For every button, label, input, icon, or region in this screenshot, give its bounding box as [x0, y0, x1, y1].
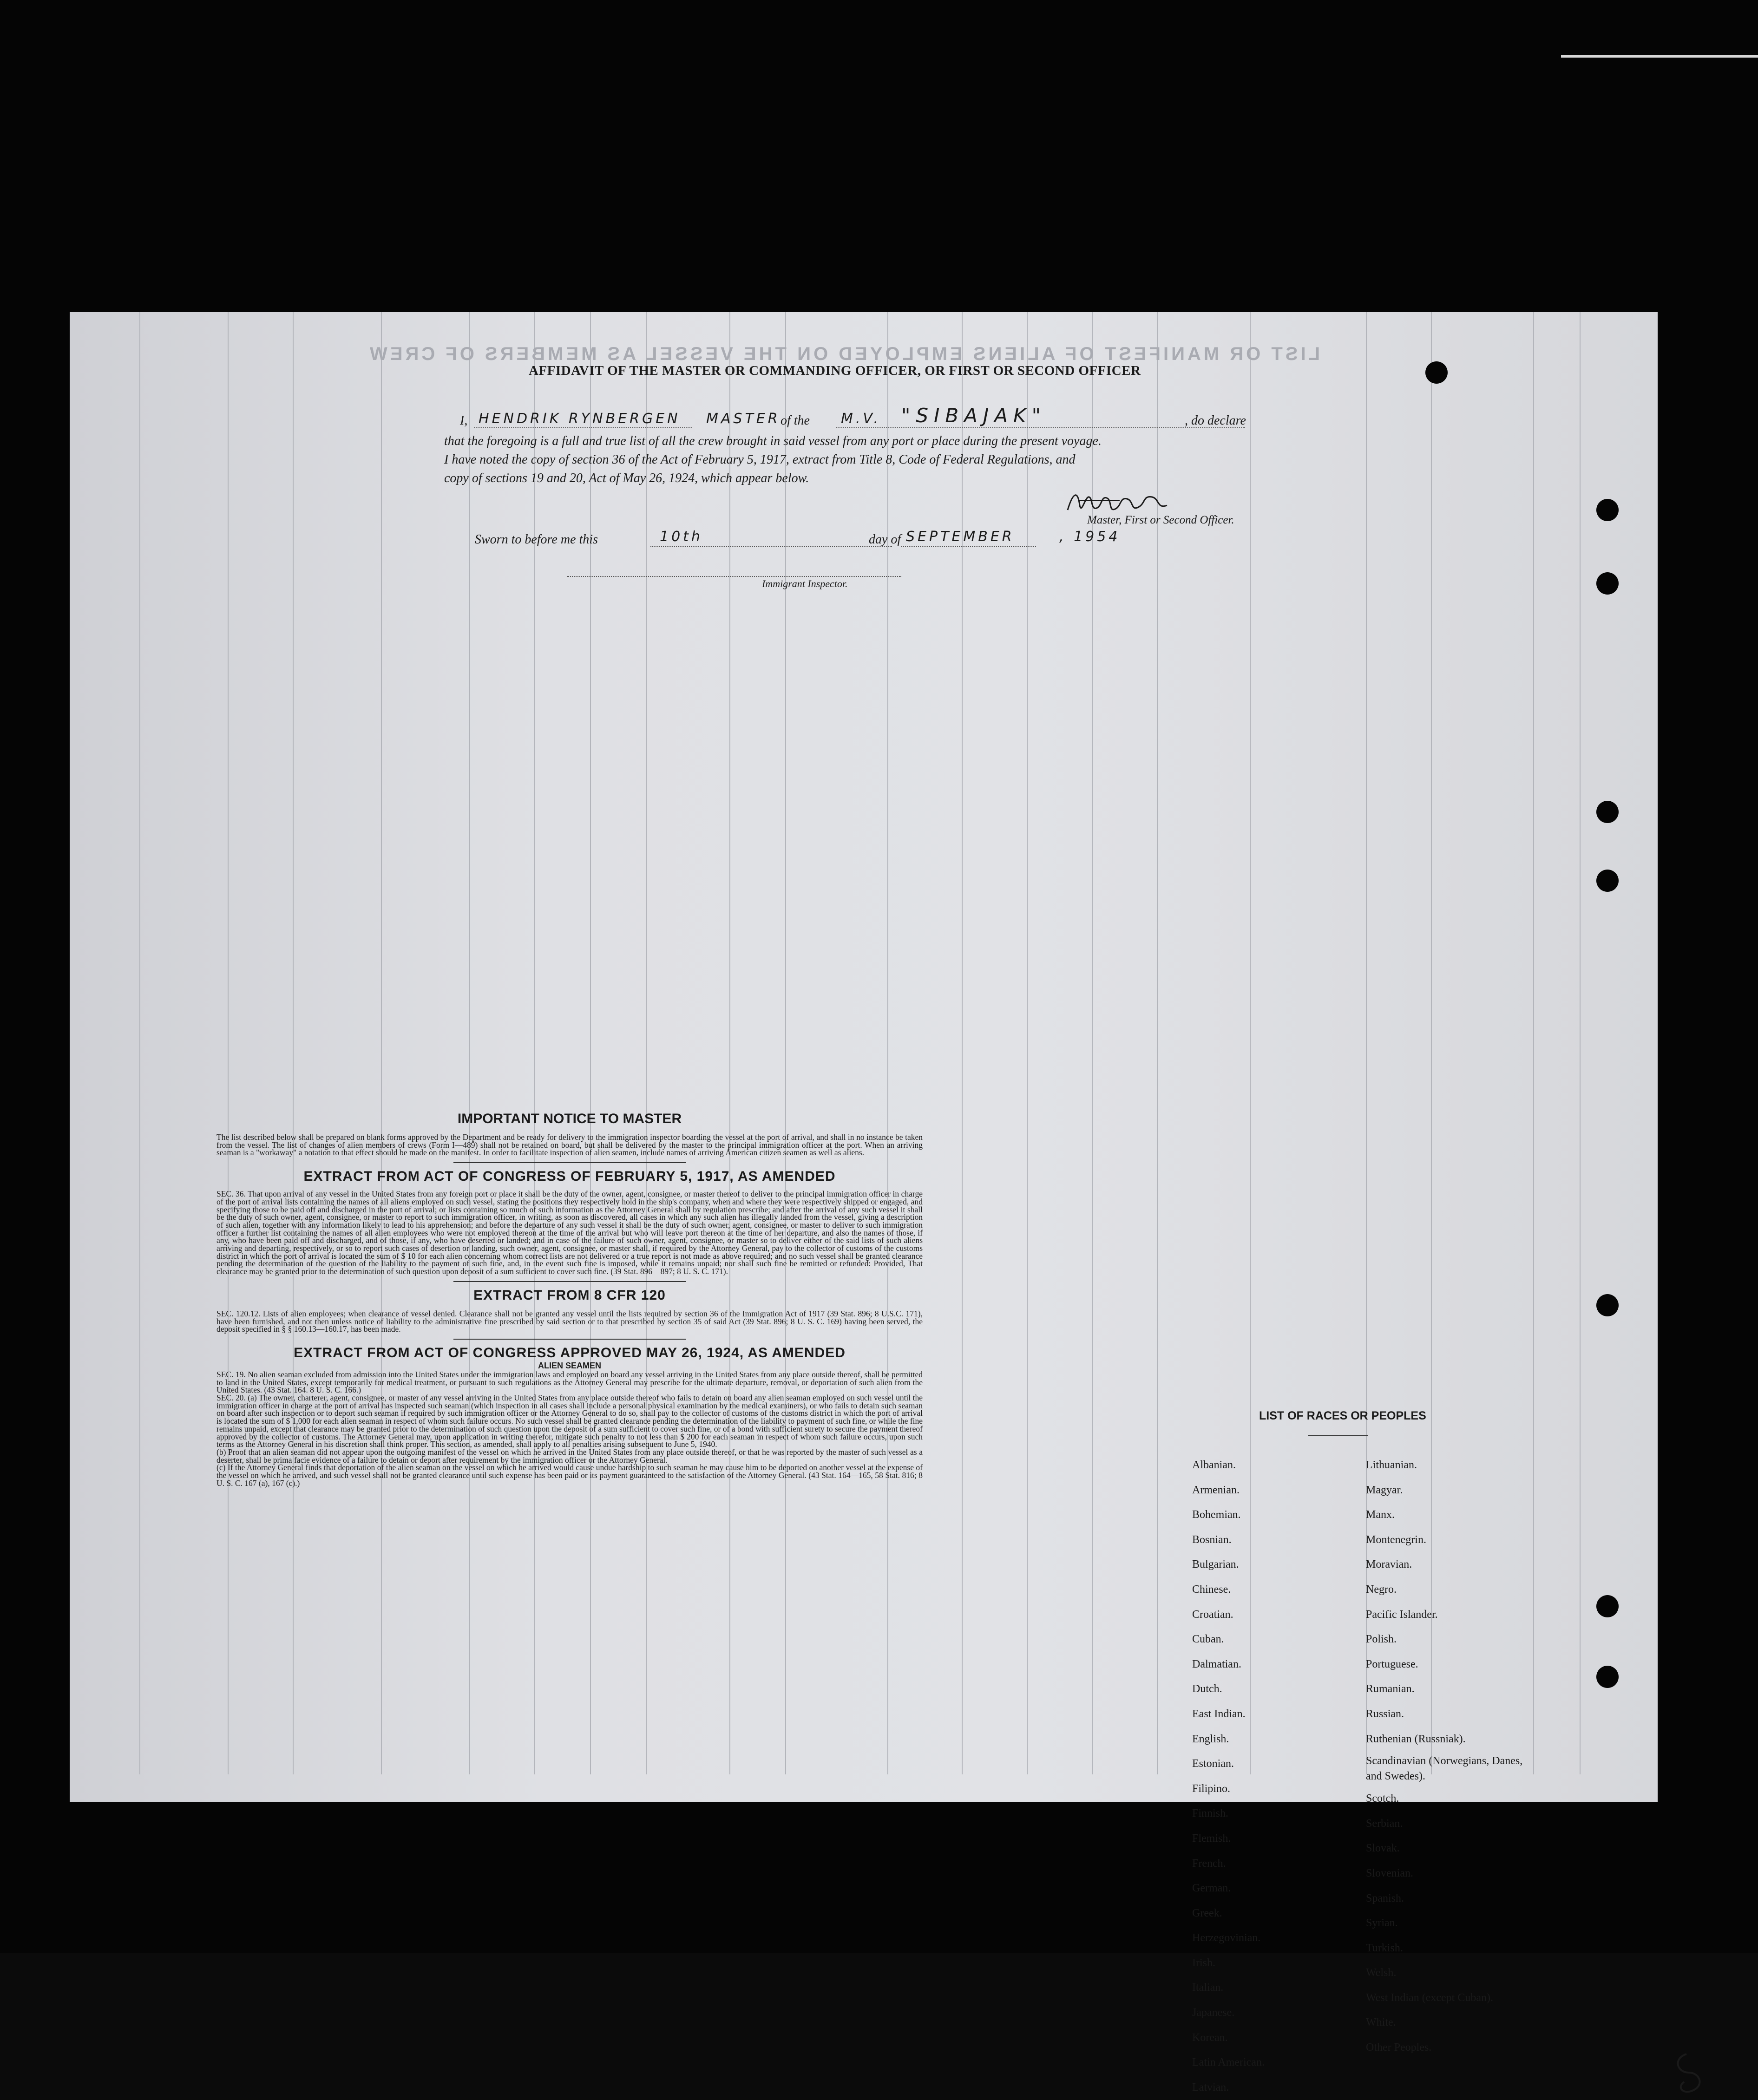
- races-title-rule: [1308, 1435, 1368, 1436]
- race-item: Bosnian.: [1192, 1533, 1232, 1546]
- race-item: Portuguese.: [1366, 1658, 1418, 1670]
- race-item: Irish.: [1192, 1956, 1215, 1969]
- race-item: Slovak.: [1366, 1842, 1400, 1855]
- race-item: Cuban.: [1192, 1633, 1224, 1646]
- bleed-through-title: LIST OR MANIFEST OF ALIENS EMPLOYED ON THE VESSEL AS MEMBERS OF CREW: [367, 344, 1320, 364]
- race-item: Negro.: [1366, 1583, 1397, 1596]
- race-item: Bohemian.: [1192, 1509, 1241, 1521]
- punch-hole: [1596, 870, 1619, 892]
- bleed-rule: [1027, 312, 1028, 1774]
- bleed-rule: [534, 312, 535, 1774]
- bleed-rule: [139, 312, 140, 1774]
- race-item: Korean.: [1192, 2031, 1228, 2044]
- race-item: Albanian.: [1192, 1459, 1236, 1471]
- race-item: Magyar.: [1366, 1484, 1403, 1496]
- race-item: Other Peoples.: [1366, 2041, 1432, 2054]
- do-declare-label: , do declare: [1185, 413, 1246, 428]
- bleed-rule: [785, 312, 786, 1774]
- race-item: Welsh.: [1366, 1967, 1397, 1979]
- divider: [453, 1281, 686, 1282]
- race-item: Latvian.: [1192, 2081, 1229, 2093]
- race-item: Dalmatian.: [1192, 1658, 1241, 1670]
- bleed-rule: [381, 312, 382, 1774]
- race-item: East Indian.: [1192, 1707, 1246, 1720]
- race-item: Latin American.: [1192, 2056, 1265, 2069]
- sworn-month-line: [901, 546, 1036, 547]
- races-title: LIST OF RACES OR PEOPLES: [1259, 1409, 1426, 1422]
- bleed-rule: [1580, 312, 1581, 1774]
- bleed-rule: [1157, 312, 1158, 1774]
- inspector-signature-line: [567, 576, 901, 577]
- vessel-prefix: M.V.: [841, 411, 881, 427]
- race-item: Lithuanian.: [1366, 1459, 1417, 1471]
- affidavit-i-label: I,: [460, 413, 468, 428]
- extract-1924-sec19: SEC. 19. No alien seaman excluded from admission into the United States under the immigration laws and employed on board any vessel arriving in the United States from any place outside thereof, shall be permitted to land in the United States, except temporarily for medical treatment, or pursuant to such regulations as the Attorney General may prescribe for the ultimate departure, removal, or deportation of such alien from the United States. (43 Stat. 164. 8 U. S. C. 166.): [216, 1369, 923, 1395]
- affidavit-line-3: I have noted the copy of section 36 of the Act of February 5, 1917, extract from Title 8, Code of Federal Regulations, and: [444, 452, 1076, 467]
- race-item: Spanish.: [1366, 1892, 1404, 1904]
- race-item: Finnish.: [1192, 1807, 1229, 1820]
- race-item: Armenian.: [1192, 1484, 1240, 1496]
- race-item: Greek.: [1192, 1907, 1222, 1919]
- day-of-label: day of: [869, 532, 901, 547]
- inspector-caption: Immigrant Inspector.: [762, 578, 848, 589]
- master-rank: MASTER: [706, 411, 781, 427]
- punch-hole: [1596, 1294, 1619, 1316]
- race-item: Estonian.: [1192, 1758, 1234, 1770]
- punch-hole: [1596, 499, 1619, 521]
- race-item: Filipino.: [1192, 1782, 1231, 1795]
- punch-hole: [1596, 801, 1619, 823]
- extract-1917-title: EXTRACT FROM ACT OF CONGRESS OF FEBRUARY 5, 1917, AS AMENDED: [303, 1169, 836, 1184]
- scanner-edge-line: [1561, 55, 1758, 58]
- punch-hole: [1596, 572, 1619, 595]
- notice-block: [216, 1111, 923, 1487]
- races-right-column: [1366, 1453, 1580, 2061]
- race-item: Turkish.: [1366, 1942, 1403, 1954]
- bleed-rule: [469, 312, 470, 1774]
- race-item: Japanese.: [1192, 2007, 1235, 2019]
- race-item: English.: [1192, 1733, 1229, 1745]
- race-item: West Indian (except Cuban).: [1366, 1991, 1493, 2004]
- bleed-rule: [293, 312, 294, 1774]
- race-item: Italian.: [1192, 1982, 1224, 1994]
- race-item: Scandinavian (Norwegians, Danes, and Swedes).: [1366, 1755, 1523, 1783]
- race-item: Russian.: [1366, 1707, 1404, 1720]
- bleed-rule: [729, 312, 730, 1774]
- extract-1924-sec20b: (b) Proof that an alien seaman did not appear upon the outgoing manifest of the vessel on which he arrived in the United States from any place outside thereof, or that he was reported by the master of such vessel as a deserter, shall be prima facie evidence of a failure to detain or deport after requirement by the immigration officer or the Attorney General.: [216, 1447, 923, 1465]
- race-item: Chinese.: [1192, 1583, 1231, 1596]
- race-item: Pacific Islander.: [1366, 1608, 1438, 1621]
- race-item: Moravian.: [1366, 1558, 1412, 1571]
- extract-1917-body: SEC. 36. That upon arrival of any vessel in the United States from any foreign port or place it shall be the duty of the owner, agent, consignee, or master thereof to deliver to the principal immigration officer in charge of the port of arrival lists containing the names of all aliens employed on such vessel, stating the positions they respectively hold in the ship's company, when and where they were respectively shipped or engaged, and specifying those to be paid off and discharged in the port of arrival; or lists containing so much of such information as the Attorney General shall by regulation prescribe; and after the arrival of any such vessel it shall be the duty of such owner, agent, consignee, or master to report to such immigration officer, in writing, as soon as discovered, all cases in which any such alien has illegally landed from the vessel, giving a description of such alien, together with any information likely to lead to his apprehension; and before the departure of any such vessel it shall be the duty of such owner, agent, consignee, or master to deliver to such immigration officer a further list containing the names of all alien employees who were not employed thereon at the time of the arrival but who will leave port thereon at the time of her departure, and also the names of those, if any, who have been paid off and discharged, and of those, if any, who have deserted or landed; and in case of the failure of such owner, agent, consignee, or master so to deliver either of the said lists of such aliens arriving and departing, respectively, or so to report such cases of desertion or landing, such owner, agent, consignee, or master shall, if required by the Attorney General, pay to the collector of customs of the customs district in which the port of arrival is located the sum of $ 10 for each alien concerning whom correct lists are not delivered or a true report is not made as above required; and no such vessel shall be granted clearance pending the determination of the question of the liability to the payment of such fine, and, in the event such fine is imposed, while it remains unpaid; nor shall such fine be remitted or refunded: Provided, That clearance may be granted prior to the determination of such question upon deposit of a sum sufficient to cover such fine. (39 Stat. 896—897; 8 U. S. C. 171).: [216, 1189, 923, 1276]
- race-item: Slovenian.: [1366, 1867, 1413, 1879]
- sworn-day-line: [650, 546, 892, 547]
- punch-hole: [1425, 361, 1448, 384]
- sworn-month: SEPTEMBER: [906, 529, 1015, 545]
- race-item: Rumanian.: [1366, 1683, 1415, 1695]
- handwritten-page-mark: [1668, 2049, 1710, 2098]
- extract-1924-title: EXTRACT FROM ACT OF CONGRESS APPROVED MAY 26, 1924, AS AMENDED: [294, 1345, 846, 1361]
- bleed-rule: [887, 312, 888, 1774]
- divider: [453, 1339, 686, 1340]
- race-item: Ruthenian (Russniak).: [1366, 1733, 1466, 1745]
- punch-hole: [1596, 1595, 1619, 1617]
- bleed-rule: [646, 312, 647, 1774]
- notice-title: IMPORTANT NOTICE TO MASTER: [457, 1111, 682, 1126]
- vessel-name-line: [836, 427, 1245, 428]
- notice-body: The list described below shall be prepared on blank forms approved by the Department and be ready for delivery to the immigration inspector boarding the vessel at the port of arrival, and shall in no instance be taken from the vessel. The list of changes of alien members of crews (Form I—489) shall not be retained on board, but shall be delivered by the master to the principal immigration officer at the port. When an arriving seaman is a "workaway" a notation to that effect should be made on the manifest. In order to facilitate inspection of alien seamen, include names of arriving American citizen seamen as well as aliens.: [216, 1132, 923, 1158]
- sworn-label: Sworn to before me this: [475, 532, 598, 547]
- sworn-year: , 1954: [1059, 529, 1121, 545]
- race-item: Bulgarian.: [1192, 1558, 1239, 1571]
- race-item: Dutch.: [1192, 1683, 1222, 1695]
- extract-1924-sec20c: (c) If the Attorney General finds that deportation of the alien seaman on the vessel on which he arrived would cause undue hardship to such seaman he may cause him to be deported on another vessel at the expense of the vessel on which he arrived, and such vessel shall not be granted clearance until such expense has been paid or its payment guaranteed to the satisfaction of the Attorney General. (43 Stat. 164—165, 58 Stat. 816; 8 U. S. C. 167 (a), 167 (c).): [216, 1463, 923, 1488]
- master-name-line: [474, 427, 692, 428]
- divider: [453, 1162, 686, 1163]
- bleed-rule: [590, 312, 591, 1774]
- vessel-name: "SIBAJAK": [901, 404, 1046, 427]
- sworn-day: 10th: [660, 529, 703, 545]
- affidavit-title: AFFIDAVIT OF THE MASTER OR COMMANDING OFFICER, OR FIRST OR SECOND OFFICER: [529, 363, 1141, 378]
- race-item: Flemish.: [1192, 1832, 1231, 1845]
- race-item: Polish.: [1366, 1633, 1397, 1646]
- race-item: Serbian.: [1366, 1817, 1403, 1830]
- race-item: Syrian.: [1366, 1917, 1398, 1930]
- of-the-label: of the: [781, 413, 810, 428]
- race-item: French.: [1192, 1857, 1226, 1870]
- manifest-sheet: [70, 312, 1658, 2093]
- extract-1924-sec20a: SEC. 20. (a) The owner, charterer, agent, consignee, or master of any vessel arriving in the United States from any place outside thereof who fails to detain on board any alien seaman employed on such vessel until the immigration officer in charge at the port of arrival has inspected such seaman (which inspection in all cases shall include a personal physical examination by the medical examiners), or who fails to detain such seaman on board after such inspection or to deport such seaman if required by such immigration officer or the Attorney General to do so, shall pay to the collector of customs of the customs district in which the port of arrival is located the sum of $ 1,000 for each alien seaman in respect of whom such failure occurs. No such vessel shall be granted clearance pending the determination of the liability to payment of such fine, or while the fine remains unpaid, except that clearance may be granted prior to the determination of such question upon the deposit of a sum sufficient to cover such fine, or of a bond with sufficient surety to secure the payment thereof approved by the collector of customs. The Attorney General may, upon application in writing therefor, mitigate such penalty to not less than $ 200 for each seaman in respect of whom such failure occurs, upon such terms as the Attorney General in his discretion shall think proper. This section, as amended, shall apply to all penalties arising subsequent to June 5, 1940.: [216, 1393, 923, 1449]
- extract-1924-subtitle: ALIEN SEAMEN: [538, 1361, 601, 1370]
- races-left-column: [1192, 1453, 1359, 2100]
- race-item: Manx.: [1366, 1509, 1395, 1521]
- signature-caption: Master, First or Second Officer.: [1087, 514, 1234, 526]
- extract-cfr-body: SEC. 120.12. Lists of alien employees; when clearance of vessel denied. Clearance shall not be granted any vessel until the lists required by section 36 of the Immigration Act of 1917 (39 Stat. 896; 8 U.S.C. 171), have been furnished, and not then unless notice of liability to the administrative fine prescribed by said section or to that prescribed by section 35 of said Act (39 Stat. 896; 8 U. S. C. 169) having been served, the deposit specified in § § 160.13—160.17, has been made.: [216, 1308, 923, 1334]
- extract-cfr-title: EXTRACT FROM 8 CFR 120: [473, 1287, 666, 1303]
- race-item: White.: [1366, 2016, 1396, 2029]
- punch-hole: [1596, 1666, 1619, 1688]
- race-item: Montenegrin.: [1366, 1533, 1426, 1546]
- bleed-rule: [228, 312, 229, 1774]
- affidavit-line-2: that the foregoing is a full and true list of all the crew brought in said vessel from any port or place during the present voyage.: [444, 434, 1102, 448]
- race-item: Scotch.: [1366, 1793, 1399, 1805]
- master-name: HENDRIK RYNBERGEN: [479, 411, 681, 427]
- affidavit-line-4: copy of sections 19 and 20, Act of May 26, 1924, which appear below.: [444, 471, 809, 485]
- race-item: German.: [1192, 1882, 1231, 1895]
- race-item: Croatian.: [1192, 1608, 1233, 1621]
- race-item: Herzegovinian.: [1192, 1932, 1261, 1944]
